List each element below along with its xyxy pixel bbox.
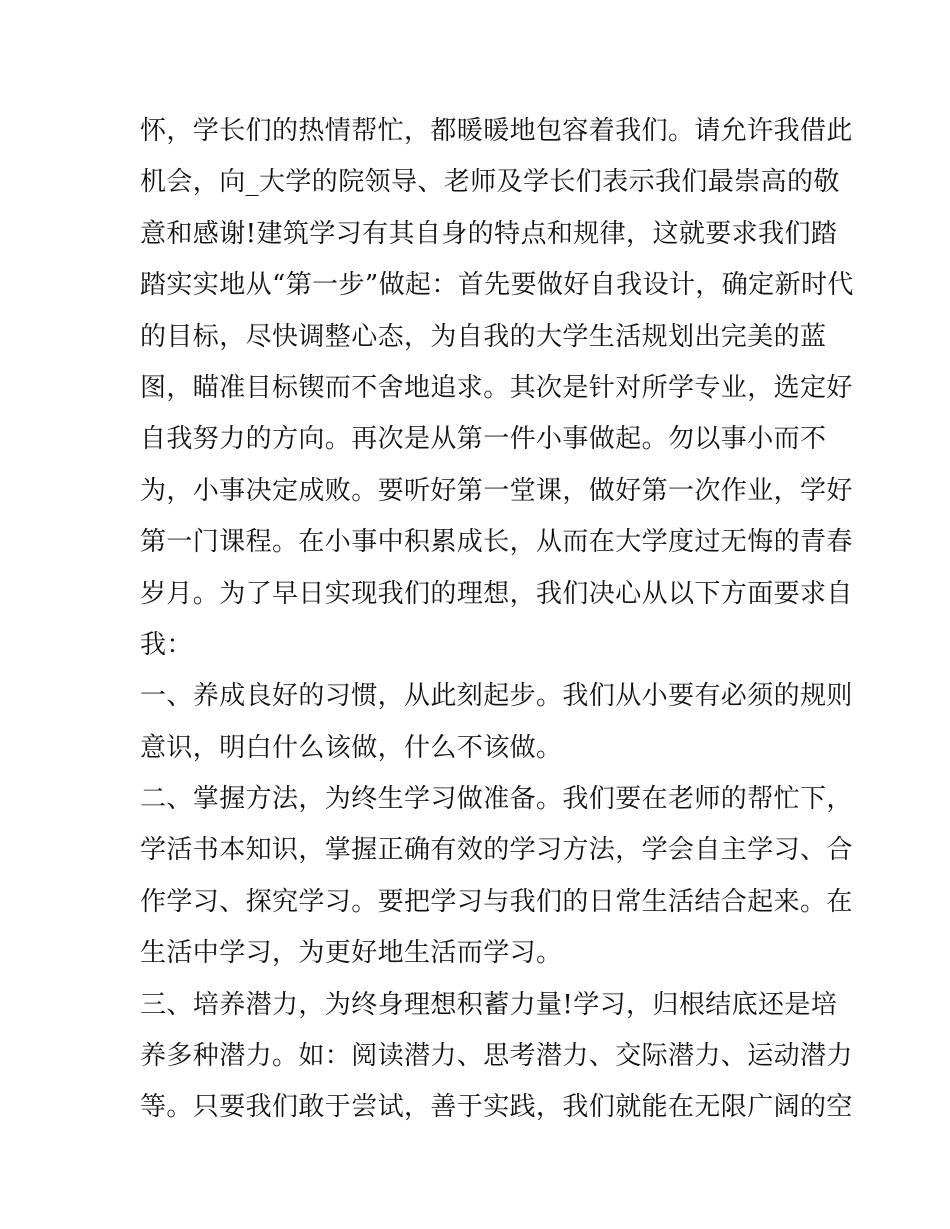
text-line: 第一门课程。在小事中积累成长，从而在大学度过无悔的青春 <box>140 527 853 558</box>
text-line: 意和感谢!建筑学习有其自身的特点和规律，这就要求我们踏 <box>140 218 838 249</box>
text-line: 学活书本知识，掌握正确有效的学习方法，学会自主学习、合 <box>140 835 853 866</box>
text-line: 我： <box>140 629 193 660</box>
text-line: 机会，向_大学的院领导、老师及学长们表示我们最崇高的敬 <box>140 167 840 198</box>
text-line: 的目标，尽快调整心态，为自我的大学生活规划出完美的蓝 <box>140 321 827 352</box>
text-line: 自我努力的方向。再次是从第一件小事做起。勿以事小而不 <box>140 424 827 455</box>
document-body <box>140 106 854 1134</box>
text-line: 意识，明白什么该做，什么不该做。 <box>140 732 563 763</box>
text-line: 一、养成良好的习惯，从此刻起步。我们从小要有必须的规则 <box>140 681 853 712</box>
text-line: 生活中学习，为更好地生活而学习。 <box>140 938 563 969</box>
text-line: 三、培养潜力，为终身理想积蓄力量!学习，归根结底还是培 <box>140 989 838 1020</box>
text-line: 岁月。为了早日实现我们的理想，我们决心从以下方面要求自 <box>140 578 853 609</box>
text-line: 踏实实地从“第一步”做起：首先要做好自我设计，确定新时代 <box>140 270 854 301</box>
text-line: 等。只要我们敢于尝试，善于实践，我们就能在无限广阔的空 <box>140 1092 853 1123</box>
text-line: 图，瞄准目标锲而不舍地追求。其次是针对所学专业，选定好 <box>140 372 853 403</box>
text-line: 二、掌握方法，为终生学习做准备。我们要在老师的帮忙下， <box>140 784 853 815</box>
text-line: 养多种潜力。如：阅读潜力、思考潜力、交际潜力、运动潜力 <box>140 1041 853 1072</box>
text-line: 怀，学长们的热情帮忙，都暖暖地包容着我们。请允许我借此 <box>140 116 853 146</box>
text-line: 为，小事决定成败。要听好第一堂课，做好第一次作业，学好 <box>140 475 853 506</box>
text-line: 作学习、探究学习。要把学习与我们的日常生活结合起来。在 <box>140 886 853 917</box>
